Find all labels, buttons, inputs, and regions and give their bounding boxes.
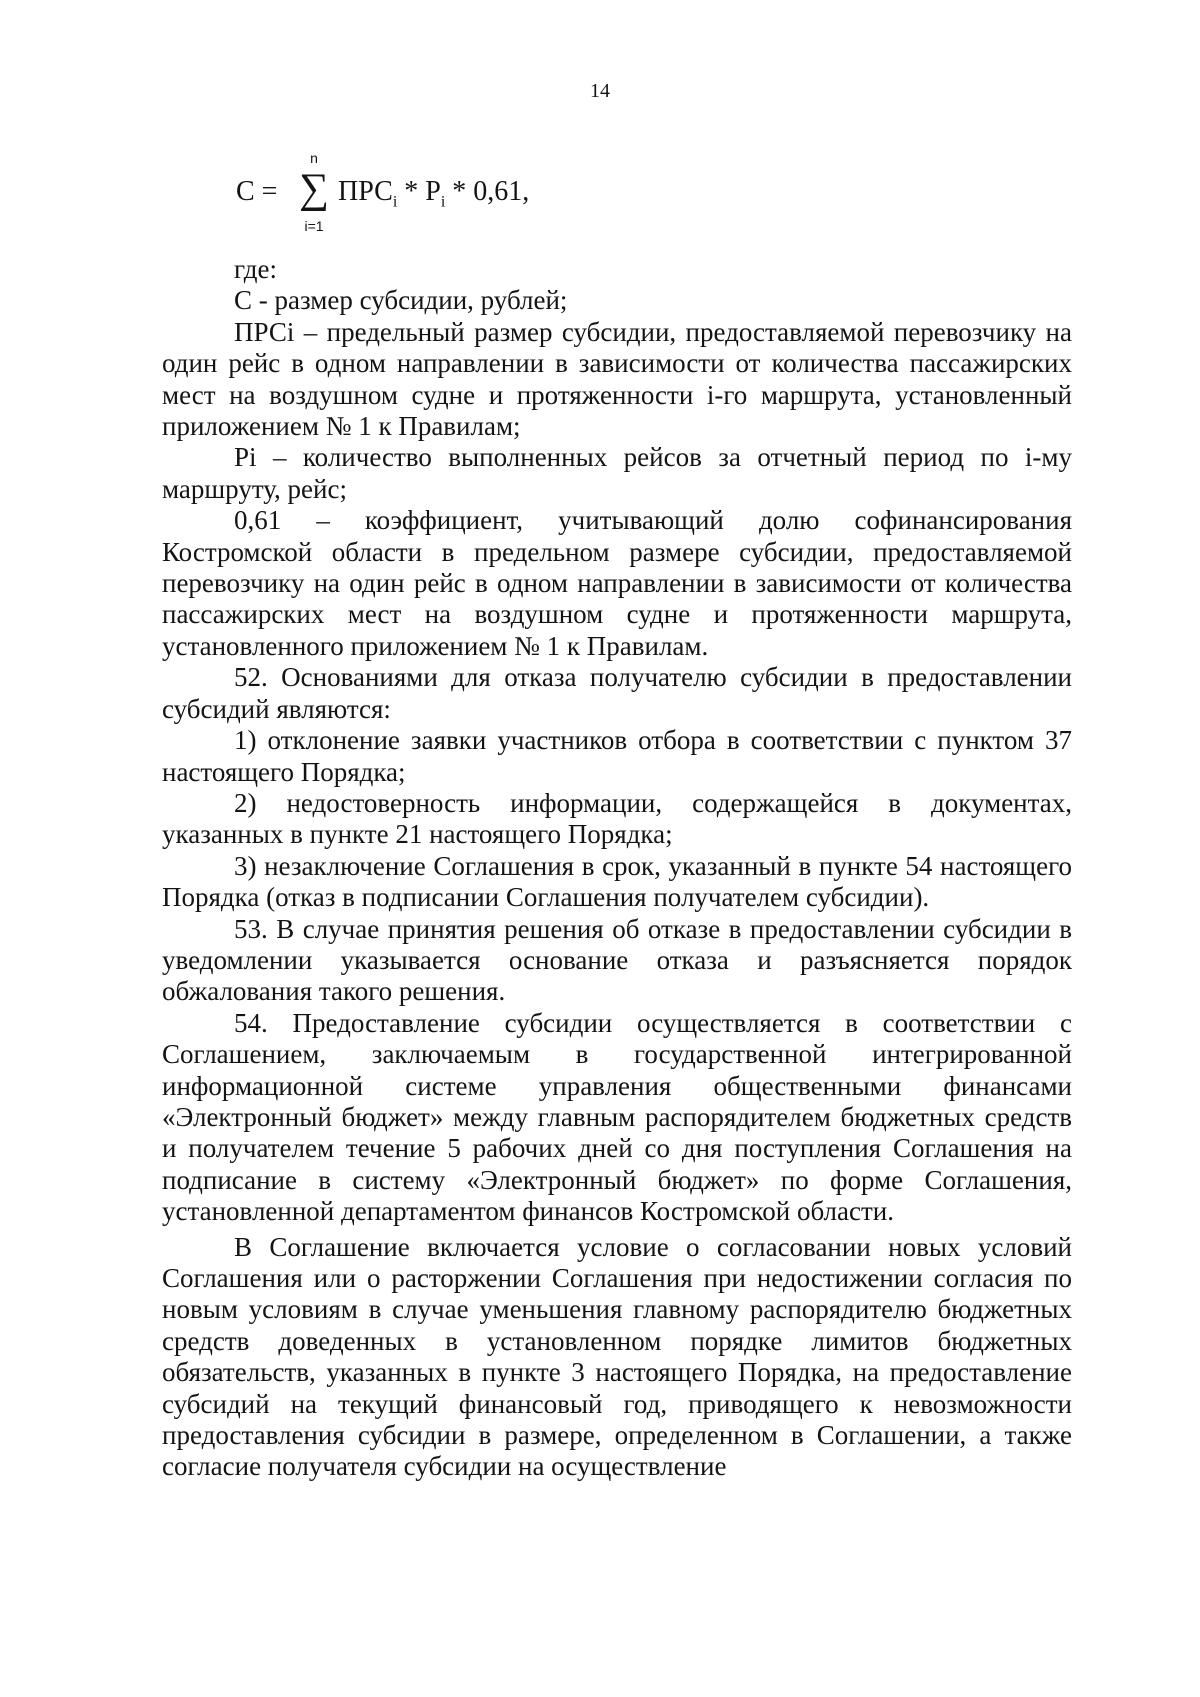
page-number: 14 — [590, 80, 610, 102]
sum-lower-limit: i=1 — [304, 218, 324, 234]
sum-symbol: ∑ — [299, 166, 329, 212]
paragraph-52: 52. Основаниями для отказа получателю субсидии в предоставлении субсидий являются: — [162, 662, 1072, 724]
paragraph-52-item-2: 2) недостоверность информации, содержащейся в документах, указанных в пункте 21 настоящего Порядка; — [162, 787, 1072, 850]
paragraph-definition-coefficient: 0,61 – коэффициент, учитывающий долю софинансирования Костромской области в предельном размере субсидии, предоставляемой перевозчику на один рейс в одном направлении в зависимости от количества пассажирских мест на воздушном судне и протяженности маршрута, установленного приложением № 1 к Правилам. — [162, 505, 1072, 661]
subsidy-formula — [236, 150, 796, 260]
paragraph-definition-prs: ПРСi – предельный размер субсидии, предоставляемой перевозчику на один рейс в одном направлении в зависимости от количества пассажирских мест на воздушном судне и протяженности i-го маршрута, установленный приложением № 1 к Правилам; — [162, 316, 1072, 442]
paragraph-53: 53. В случае принятия решения об отказе в предоставлении субсидии в уведомлении указывается основание отказа и разъясняется порядок обжалования такого решения. — [162, 913, 1072, 1007]
paragraph-52-item-1: 1) отклонение заявки участников отбора в соответствии с пунктом 37 настоящего Порядка; — [162, 725, 1072, 787]
paragraph-definition-p: Pi – количество выполненных рейсов за отчетный период по i-му маршруту, рейс; — [162, 442, 1072, 504]
formula-rhs — [338, 176, 529, 212]
formula-term-p-index: i — [440, 193, 446, 211]
formula-term-p: P — [425, 176, 441, 207]
paragraph-54: 54. Предоставление субсидии осуществляется в соответствии с Соглашением, заключаемым в государственной интегрированной информационной системе управления общественными финансами «Электронный бюджет» между главным распорядителем бюджетных средств и получателем течение 5 рабочих дней со дня поступления Соглашения на подписание в систему «Электронный бюджет» по форме Соглашения, установленной департаментом финансов Костромской области. — [162, 1007, 1072, 1227]
paragraph-where: где: — [234, 254, 277, 284]
formula-term-prs: ПРС — [338, 176, 393, 207]
document-body — [162, 254, 1072, 1483]
formula-lhs: С = — [236, 176, 278, 207]
paragraph-52-item-3: 3) незаключение Соглашения в срок, указанный в пункте 54 настоящего Порядка (отказ в подписании Соглашения получателем субсидии). — [162, 850, 1072, 913]
paragraph-54-agreement-conditions: В Соглашение включается условие о согласовании новых условий Соглашения или о расторжении Соглашения при недостижении согласия по новым условиям в случае уменьшения главному распорядителю бюджетных средств доведенных в установленном порядке лимитов бюджетных обязательств, указанных в пункте 3 настоящего Порядка, на предоставление субсидий на текущий финансовый год, приводящего к невозможности предоставления субсидии в размере, определенном в Соглашении, а также согласие получателя субсидии на осуществление — [162, 1231, 1072, 1482]
formula-operator: * — [397, 176, 426, 207]
summation-block — [294, 150, 334, 260]
paragraph-definition-c: С - размер субсидии, рублей; — [234, 285, 568, 316]
formula-term-prs-index: i — [392, 193, 398, 211]
sum-upper-limit: n — [310, 150, 318, 166]
formula-tail: * 0,61, — [445, 176, 530, 207]
